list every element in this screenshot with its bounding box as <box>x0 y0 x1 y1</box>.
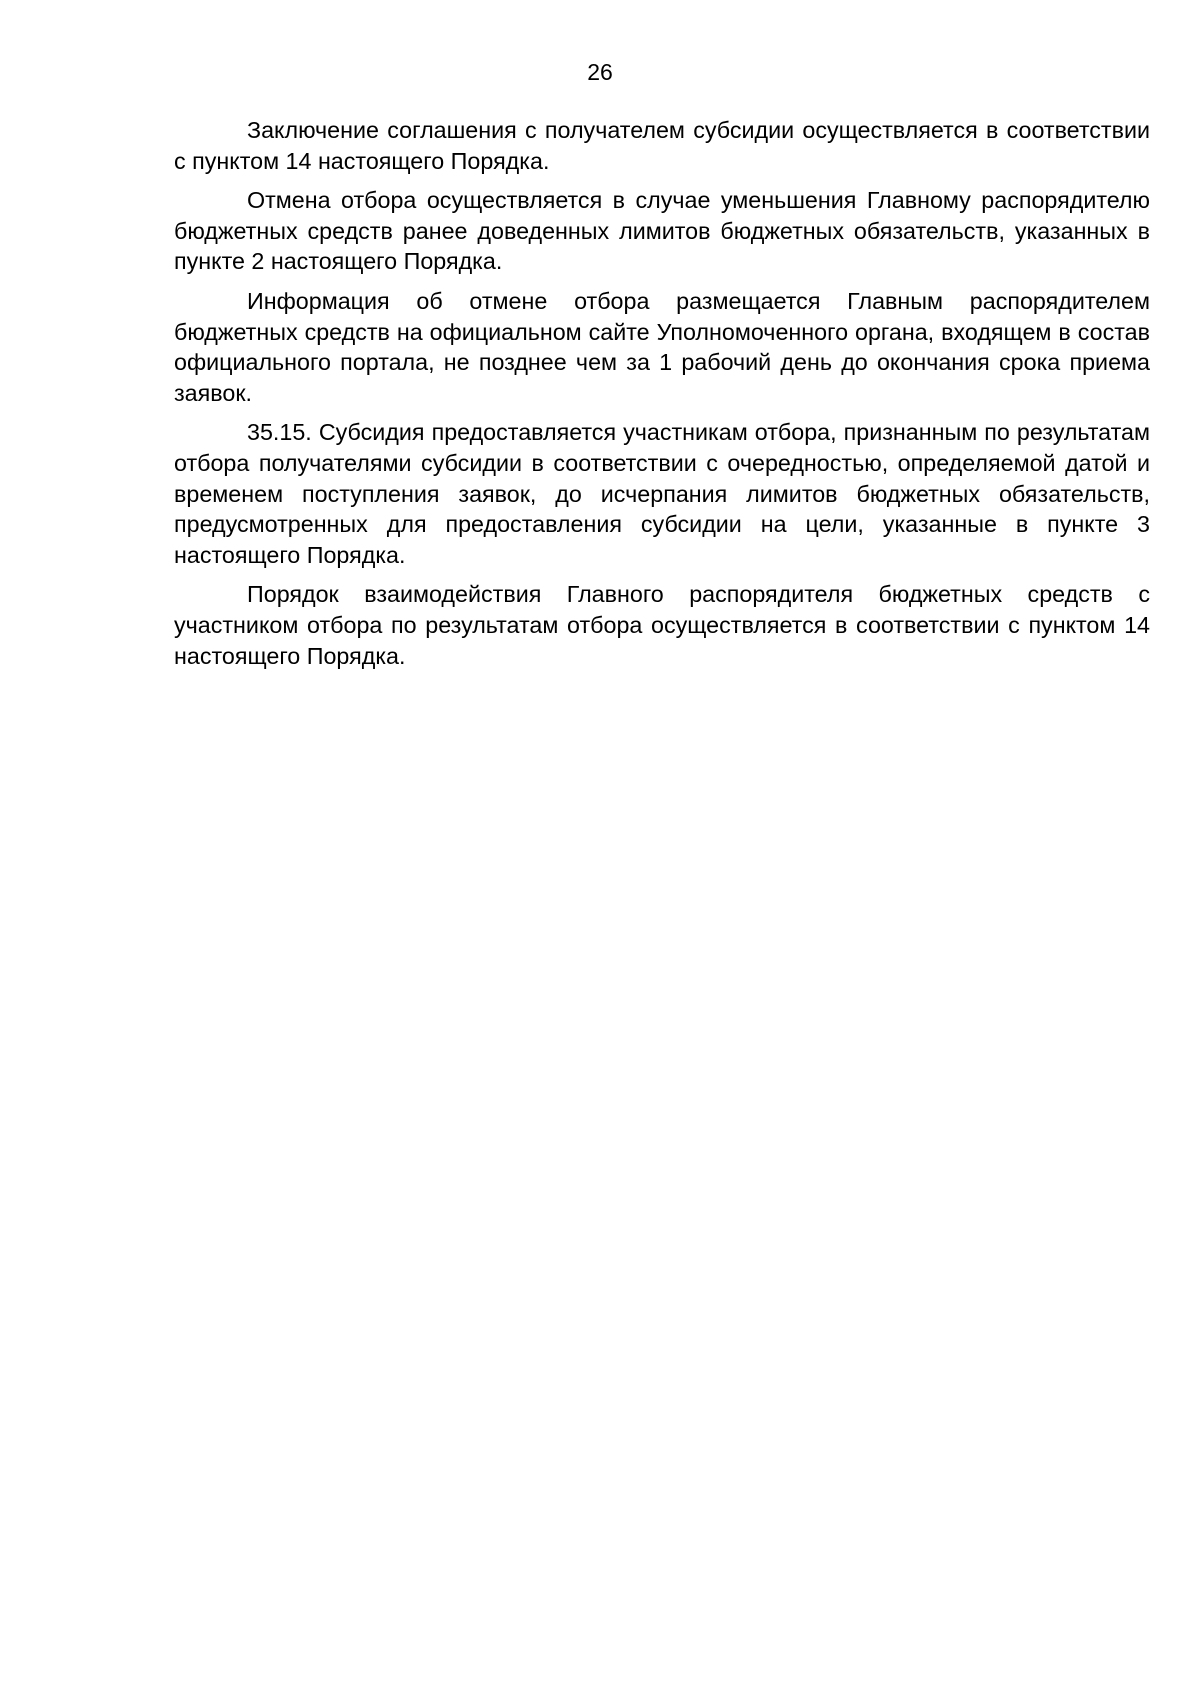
paragraph-35-15: 35.15. Субсидия предоставляется участникам отбора, признанным по результатам отбора получателями субсидии в соответствии с очередностью, определяемой датой и временем поступления заявок, до исчерпания лимитов бюджетных обязательств, предусмотренных для предоставления субсидии на цели, указанные в пункте 3 настоящего Порядка. <box>174 419 1150 568</box>
paragraph-interaction-order: Порядок взаимодействия Главного распорядителя бюджетных средств с участником отбора по результатам отбора осуществляется в соответствии с пунктом 14 настоящего Порядка. <box>174 581 1150 669</box>
paragraph-cancellation-notice: Информация об отмене отбора размещается Главным распорядителем бюджетных средств на официальном сайте Уполномоченного органа, входящем в состав официального портала, не позднее чем за 1 рабочий день до окончания срока приема заявок. <box>174 287 1150 406</box>
document-body <box>174 115 1150 680</box>
paragraph-agreement: Заключение соглашения с получателем субсидии осуществляется в соответствии с пунктом 14 настоящего Порядка. <box>174 117 1150 174</box>
paragraph-cancellation: Отмена отбора осуществляется в случае уменьшения Главному распорядителю бюджетных средств ранее доведенных лимитов бюджетных обязательств, указанных в пункте 2 настоящего Порядка. <box>174 187 1150 275</box>
page-number: 26 <box>587 59 613 85</box>
